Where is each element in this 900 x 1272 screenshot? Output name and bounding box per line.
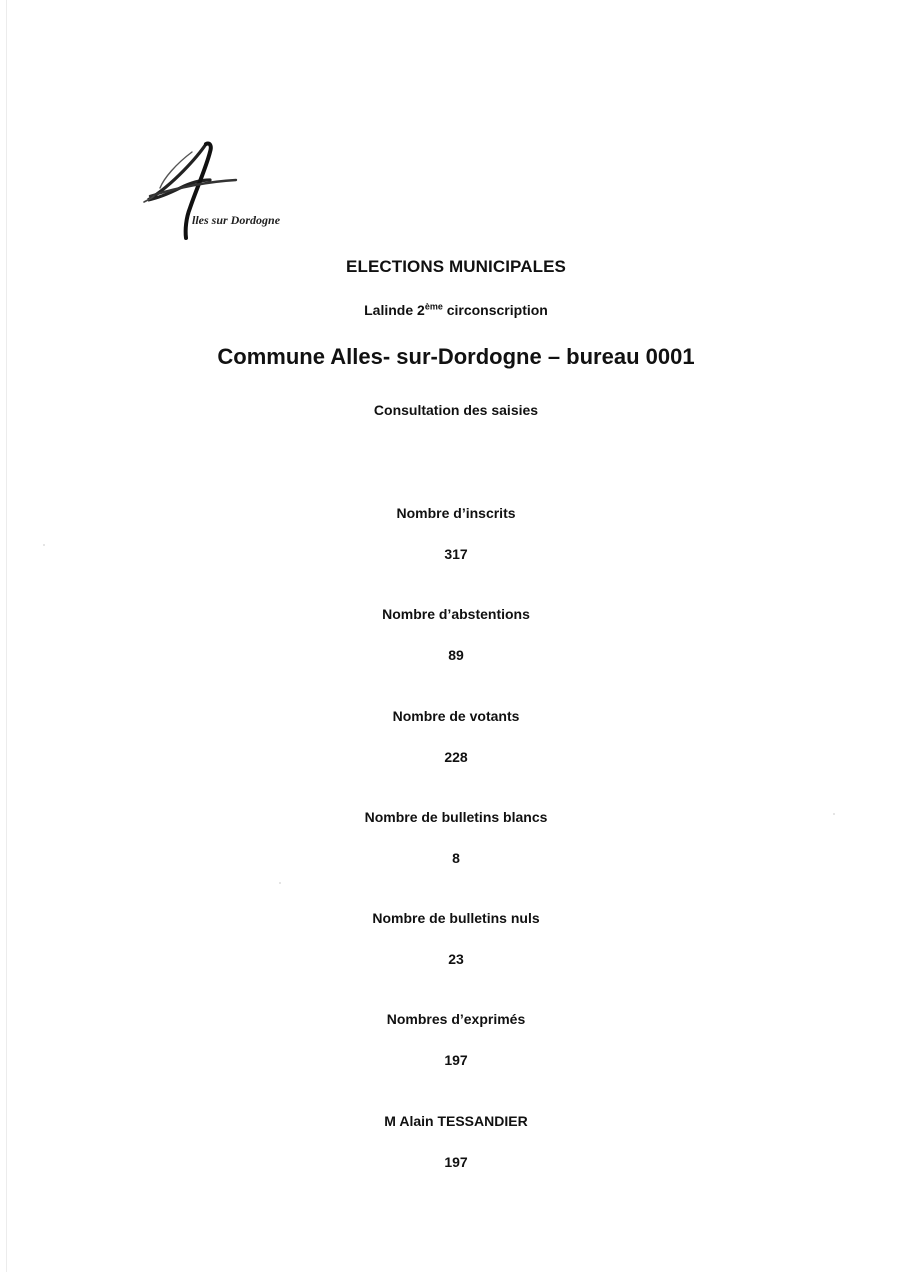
- result-candidate: [0, 1112, 900, 1213]
- alles-sur-dordogne-logo: [140, 138, 300, 243]
- result-value: 317: [444, 546, 468, 562]
- result-votants: [0, 707, 900, 808]
- result-inscrits: [0, 504, 900, 605]
- scan-speck: [833, 813, 835, 815]
- result-value: 197: [444, 1052, 468, 1069]
- subtitle-prefix: Lalinde 2: [364, 302, 425, 318]
- result-label: Nombre d’inscrits: [396, 505, 516, 521]
- result-value: 89: [448, 647, 464, 664]
- scan-speck: [43, 544, 45, 546]
- result-label: Nombre de bulletins blancs: [364, 808, 548, 825]
- commune-heading: Commune Alles- sur-Dordogne – bureau 0001: [217, 344, 695, 369]
- subtitle-superscript: ème: [424, 301, 443, 312]
- result-label: Nombres d’exprimés: [386, 1011, 526, 1028]
- result-value: 23: [448, 951, 464, 968]
- result-label: Nombre de votants: [392, 707, 520, 724]
- result-exprimes: [0, 1010, 900, 1111]
- consultation-heading: Consultation des saisies: [373, 402, 539, 418]
- result-label: Nombre de bulletins nuls: [372, 910, 540, 927]
- result-abstentions: [0, 605, 900, 706]
- results-list: [0, 504, 900, 1213]
- result-label: Nombre d’abstentions: [382, 606, 530, 623]
- page-title: ELECTIONS MUNICIPALES: [346, 257, 566, 276]
- result-value: 228: [444, 748, 468, 765]
- circonscription-subtitle: [0, 302, 900, 318]
- subtitle-suffix: circonscription: [442, 302, 548, 318]
- result-value: 197: [444, 1153, 468, 1170]
- result-label: M Alain TESSANDIER: [384, 1112, 528, 1129]
- result-value: 8: [452, 849, 460, 866]
- result-bulletins-blancs: [0, 808, 900, 909]
- logo-text: lles sur Dordogne: [192, 213, 281, 227]
- result-bulletins-nuls: [0, 909, 900, 1010]
- scan-speck: [279, 882, 281, 884]
